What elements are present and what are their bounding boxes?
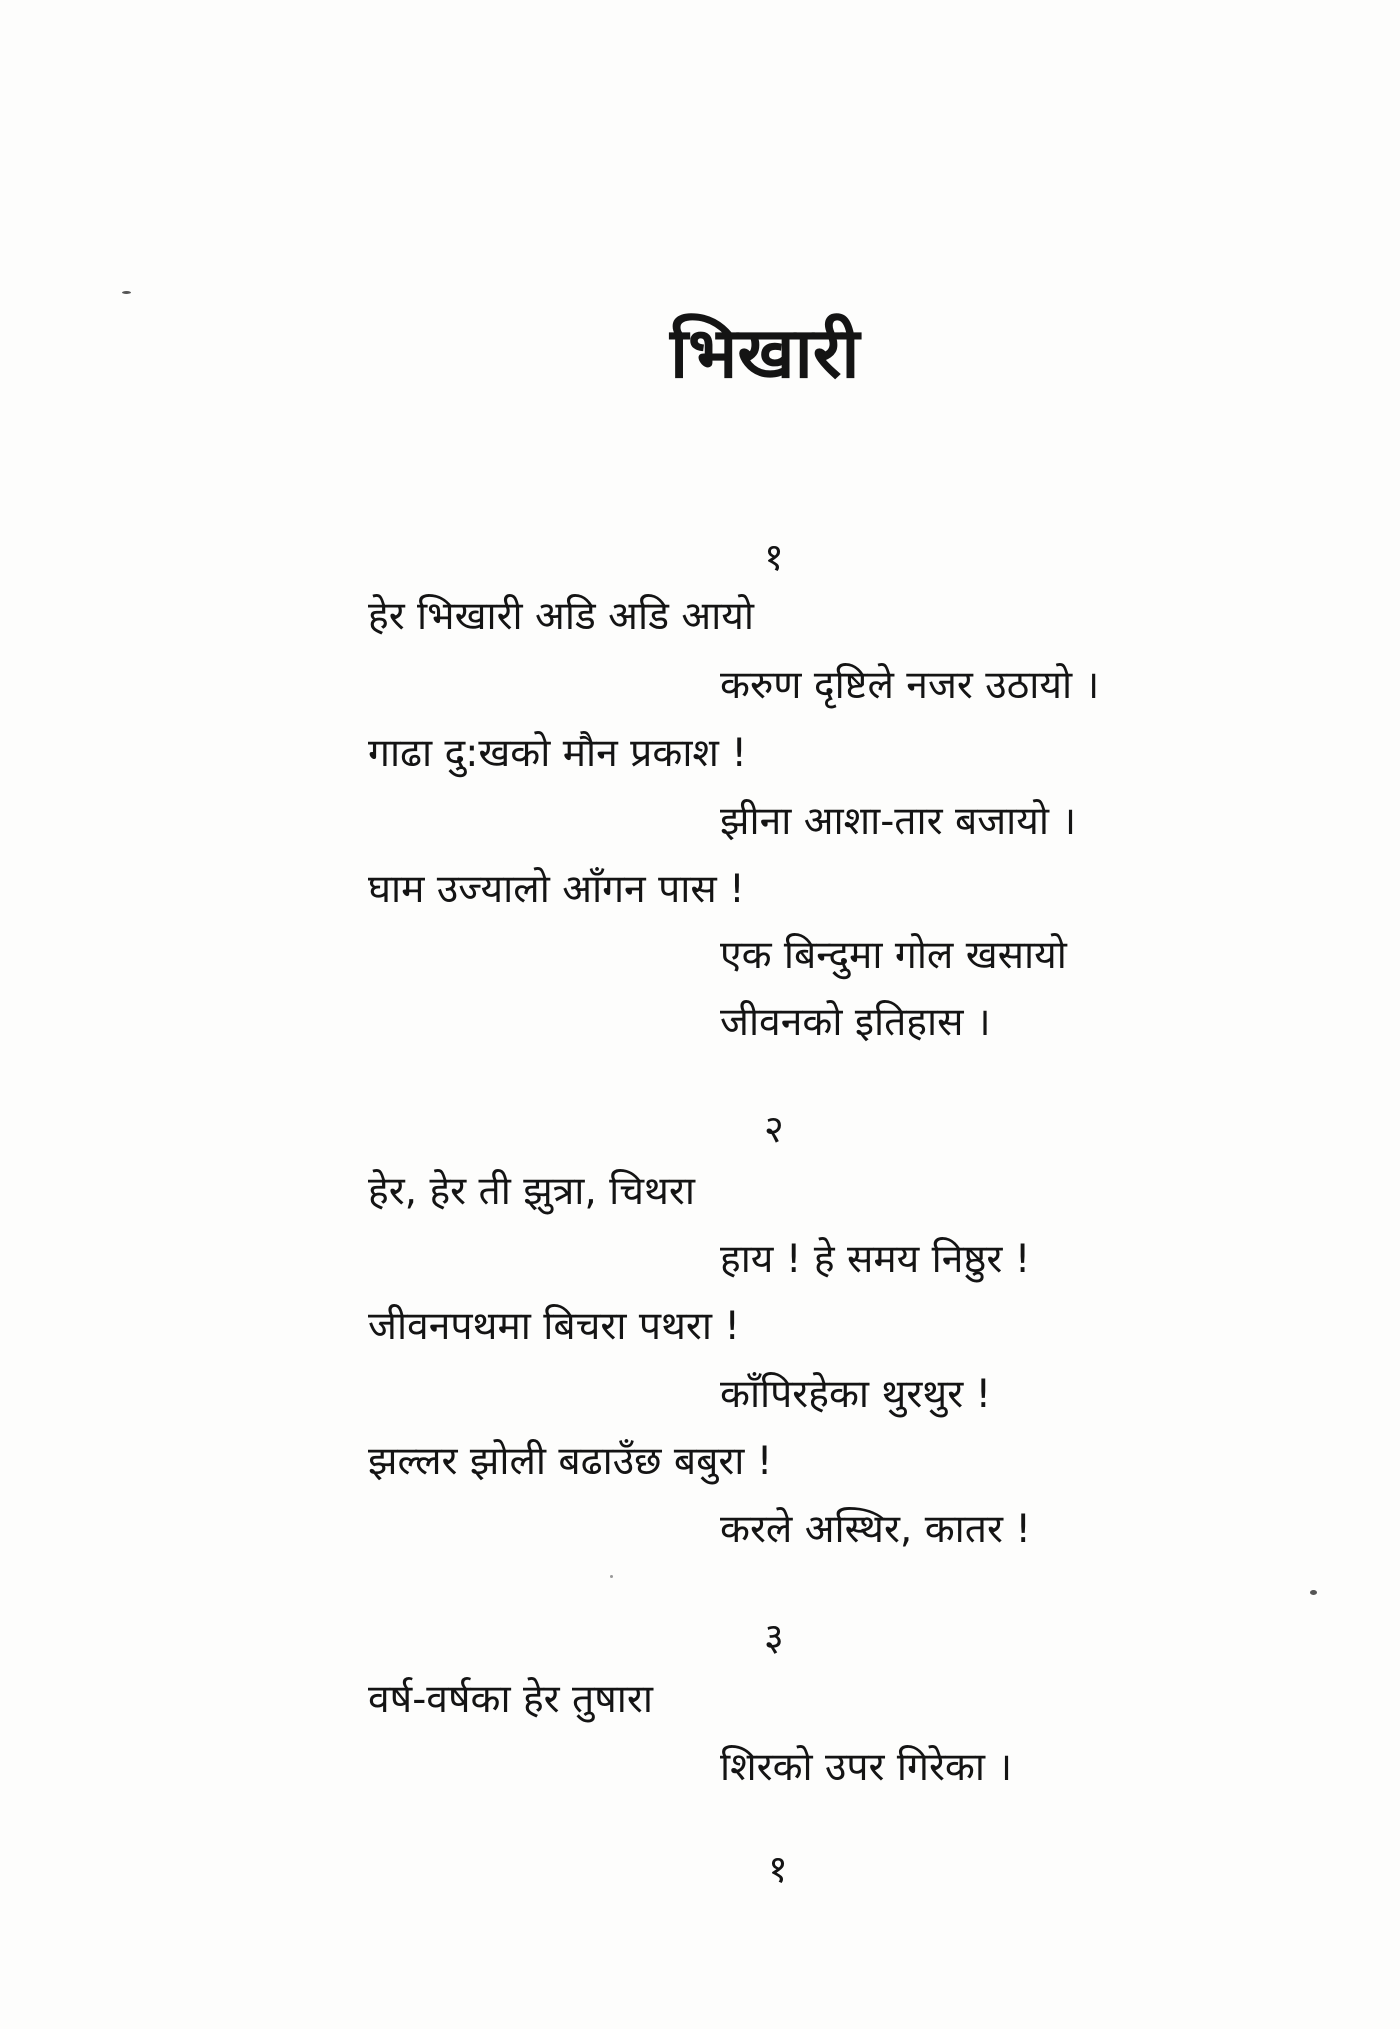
poem-line: जीवनपथमा बिचरा पथरा ! (368, 1304, 741, 1349)
scan-speck (610, 1575, 613, 1578)
poem-line: एक बिन्दुमा गोल खसायो (720, 933, 1067, 978)
poem-line: करुण दृष्टिले नजर उठायो । (720, 663, 1100, 708)
poem-line: करले अस्थिर, कातर ! (720, 1507, 1031, 1552)
poem-line: झीना आशा-तार बजायो । (720, 799, 1077, 844)
scan-speck (1310, 1590, 1317, 1595)
poem-line: काँपिरहेका थुरथुर ! (720, 1372, 992, 1417)
poem-line: वर्ष-वर्षका हेर तुषारा (368, 1677, 653, 1722)
scan-speck (122, 291, 131, 294)
poem-line: गाढा दु:खको मौन प्रकाश ! (368, 731, 747, 776)
poem-line: घाम उज्यालो आँगन पास ! (368, 867, 745, 912)
poem-line: झल्लर झोली बढाउँछ बबुरा ! (368, 1439, 773, 1484)
stanza-number: १ (764, 535, 784, 579)
stanza-number: २ (764, 1107, 784, 1151)
poem-line: जीवनको इतिहास । (720, 1000, 991, 1045)
poem-line: हाय ! हे समय निष्ठुर ! (720, 1237, 1031, 1282)
poem-line: हेर, हेर ती झुत्रा, चिथरा (368, 1169, 695, 1214)
poem-title: भिखारी (670, 312, 860, 394)
poem-line: शिरको उपर गिरेका । (720, 1745, 1013, 1790)
stanza-number: ३ (764, 1615, 784, 1659)
page-number: १ (768, 1847, 788, 1891)
poem-line: हेर भिखारी अडि अडि आयो (368, 594, 754, 639)
